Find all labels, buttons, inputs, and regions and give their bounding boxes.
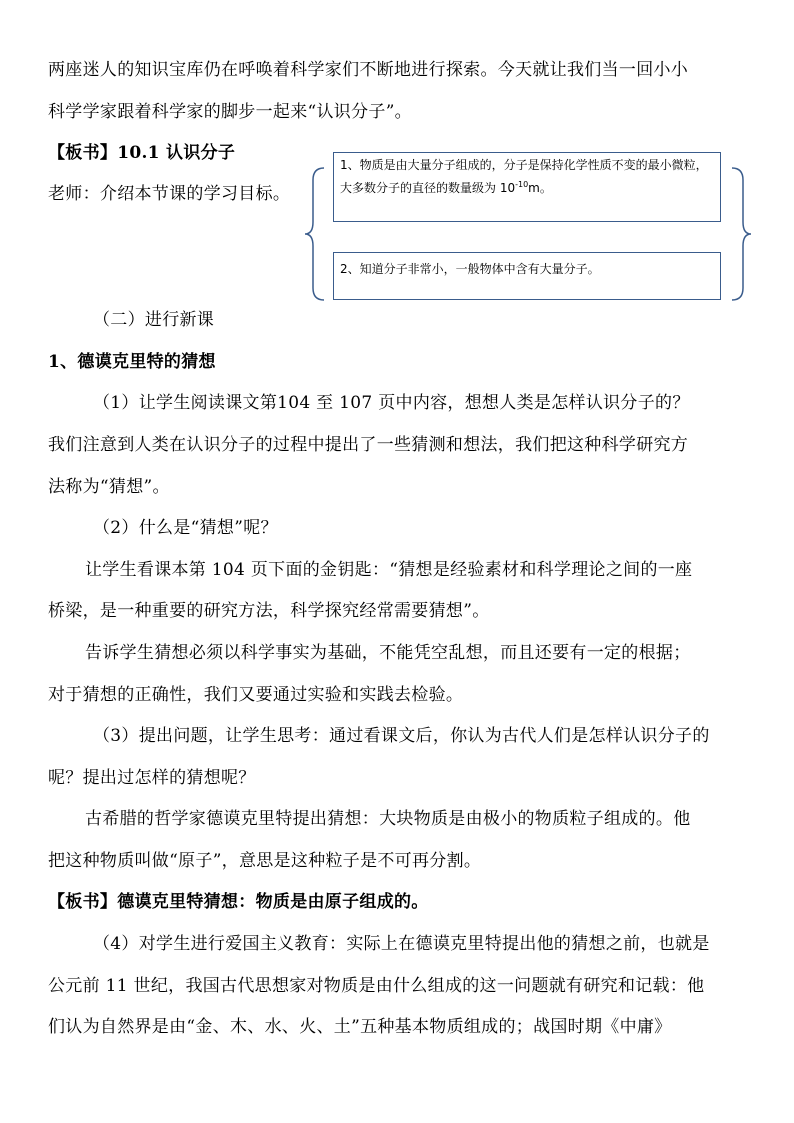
text-line: 公元前 11 世纪，我国古代思想家对物质是由什么组成的这一问题就有研究和记载：他	[48, 976, 705, 996]
text-line: 对于猜想的正确性，我们又要通过实验和实践去检验。	[48, 685, 464, 705]
objective-box-2	[333, 252, 721, 300]
text-line: 告诉学生猜想必须以科学事实为基础，不能凭空乱想，而且还要有一定的根据；	[85, 643, 691, 663]
objective-1-exponent: -10	[515, 180, 529, 189]
text-line: 老师：介绍本节课的学习目标。	[48, 184, 291, 204]
text-line: 古希腊的哲学家德谟克里特提出猜想：大块物质是由极小的物质粒子组成的。他	[85, 809, 691, 829]
objective-1-unit: m。	[528, 181, 552, 195]
text-line: 呢？提出过怎样的猜想呢？	[48, 768, 256, 788]
text-line: 两座迷人的知识宝库仍在呼唤着科学家们不断地进行探索。今天就让我们当一回小小	[48, 60, 689, 80]
board-heading: 【板书】10.1 认识分子	[48, 143, 236, 163]
text-line: 我们注意到人类在认识分子的过程中提出了一些猜测和想法，我们把这种科学研究方	[48, 435, 689, 455]
section-heading: （二）进行新课	[93, 310, 215, 330]
text-line: （1）让学生阅读课文第104 至 107 页中内容，想想人类是怎样认识分子的？	[93, 393, 690, 413]
board-heading: 【板书】德谟克里特猜想：物质是由原子组成的。	[48, 892, 429, 912]
text-line: 让学生看课本第 104 页下面的金钥匙：“猜想是经验素材和科学理论之间的一座	[85, 560, 693, 580]
text-line: 科学学家跟着科学家的脚步一起来“认识分子”。	[48, 102, 412, 122]
objective-2-text: 2、知道分子非常小，一般物体中含有大量分子。	[340, 262, 600, 276]
text-line: （3）提出问题，让学生思考：通过看课文后，你认为古代人们是怎样认识分子的	[93, 726, 710, 746]
left-brace	[302, 166, 326, 302]
text-line: 们认为自然界是由“金、木、水、火、土”五种基本物质组成的；战国时期《中庸》	[48, 1017, 672, 1037]
text-line: 桥梁，是一种重要的研究方法，科学探究经常需要猜想”。	[48, 601, 490, 621]
objective-1-text: 1、物质是由大量分子组成的，分子是保持化学性质不变的最小微粒，大多数分子的直径的数量级为 10	[340, 158, 708, 195]
text-line: （2）什么是“猜想”呢？	[93, 518, 278, 538]
subsection-heading: 1、德谟克里特的猜想	[48, 352, 216, 372]
text-line: （4）对学生进行爱国主义教育：实际上在德谟克里特提出他的猜想之前，也就是	[93, 934, 710, 954]
text-line: 法称为“猜想”。	[48, 477, 170, 497]
right-brace	[730, 166, 754, 302]
objective-box-1	[333, 152, 721, 222]
text-line: 把这种物质叫做“原子”，意思是这种粒子是不可再分割。	[48, 851, 482, 871]
